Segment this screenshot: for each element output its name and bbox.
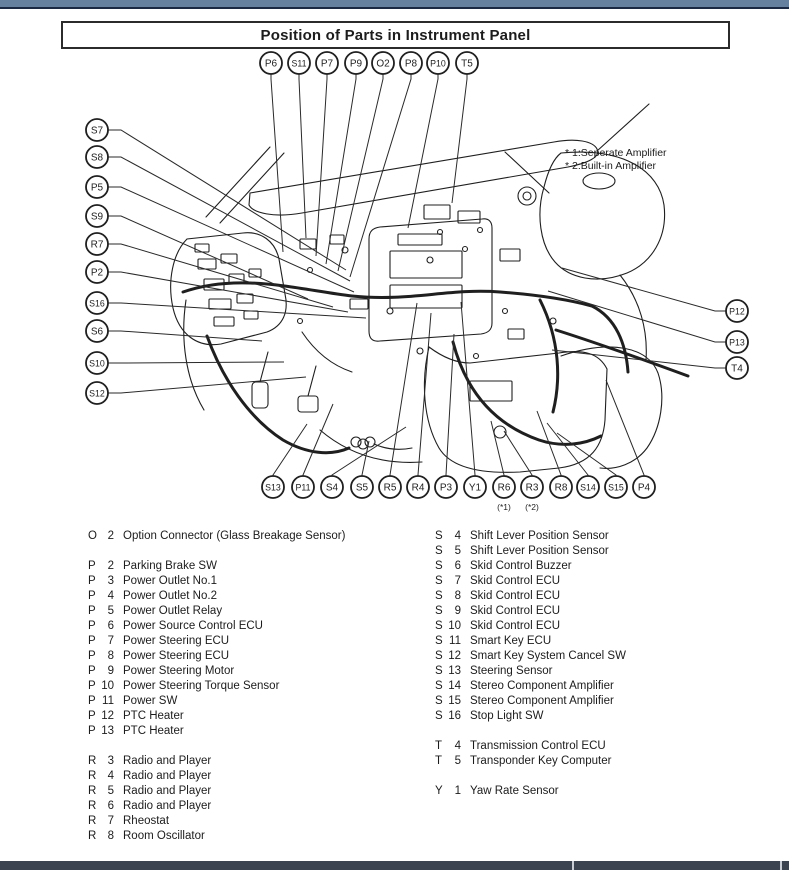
callout-label-P11: P11 <box>295 482 311 493</box>
legend-code-number: 5 <box>107 605 114 617</box>
legend-code-letter: S <box>435 710 443 722</box>
legend-part-name: Transmission Control ECU <box>470 740 606 752</box>
legend-group <box>435 784 765 799</box>
callout-S6 <box>86 320 108 342</box>
legend-part-name: Stereo Component Amplifier <box>470 695 614 707</box>
legend-entry-S6 <box>435 559 765 574</box>
legend-code-number: 14 <box>448 680 461 692</box>
legend-part-name: Parking Brake SW <box>123 560 217 572</box>
legend-group <box>435 739 765 769</box>
legend-part-name: PTC Heater <box>123 725 184 737</box>
legend-code-number: 2 <box>107 560 114 572</box>
callout-S12 <box>86 382 108 404</box>
callout-S10 <box>86 352 108 374</box>
legend-code-number: 4 <box>107 770 114 782</box>
legend-code-letter: S <box>435 695 443 707</box>
legend-entry-T4 <box>435 739 765 754</box>
legend-entry-P5 <box>88 604 418 619</box>
callout-label-R7: R7 <box>90 239 104 251</box>
leader-line-R7 <box>97 244 333 307</box>
callout-label-P13: P13 <box>729 337 745 348</box>
leader-line-R5 <box>390 303 417 487</box>
callout-label-R5: R5 <box>383 482 397 494</box>
legend-code-letter: P <box>88 695 96 707</box>
callout-label-S7: S7 <box>90 125 104 137</box>
callout-label-Y1: Y1 <box>468 482 482 494</box>
callout-P2 <box>86 261 108 283</box>
legend-entry-S14 <box>435 679 765 694</box>
leader-line-O2 <box>338 63 383 271</box>
callout-R6 <box>493 476 515 512</box>
legend-code-number: 13 <box>101 725 114 737</box>
legend-column-right <box>435 529 765 814</box>
callout-label-R6: R6 <box>497 482 511 494</box>
legend-code-letter: P <box>88 680 96 692</box>
legend-part-name: Shift Lever Position Sensor <box>470 545 609 557</box>
instrument-panel-diagram <box>0 50 789 520</box>
legend-part-name: Power Steering ECU <box>123 650 230 662</box>
legend-entry-P2 <box>88 559 418 574</box>
legend-code-letter: S <box>435 560 443 572</box>
callout-label-R4: R4 <box>411 482 425 494</box>
bottom-band-divider <box>780 861 782 870</box>
leader-line-S10 <box>97 362 284 363</box>
legend-entry-S12 <box>435 649 765 664</box>
legend-code-number: 12 <box>101 710 114 722</box>
page-title-text: Position of Parts in Instrument Panel <box>260 26 531 44</box>
legend-part-name: PTC Heater <box>123 710 184 722</box>
legend-part-name: Stop Light SW <box>470 710 544 722</box>
legend-code-number: 5 <box>107 785 114 797</box>
callout-S11 <box>288 52 310 74</box>
legend-entry-P12 <box>88 709 418 724</box>
legend-code-number: 8 <box>454 590 461 602</box>
callout-S5 <box>351 476 373 498</box>
legend-code-number: 11 <box>102 695 114 707</box>
callout-R3 <box>521 476 543 512</box>
legend-code-letter: S <box>435 665 443 677</box>
legend-code-number: 4 <box>454 530 461 542</box>
legend-entry-R5 <box>88 784 418 799</box>
leader-line-S12 <box>97 377 306 393</box>
legend-entry-O2 <box>88 529 418 544</box>
bottom-border-band <box>0 861 789 870</box>
legend-code-letter: P <box>88 710 96 722</box>
legend-part-name: Skid Control ECU <box>470 590 561 602</box>
callout-P5 <box>86 176 108 198</box>
legend-code-letter: R <box>88 830 97 842</box>
legend-entry-S13 <box>435 664 765 679</box>
callout-label-P4: P4 <box>637 482 651 494</box>
legend-code-number: 10 <box>101 680 114 692</box>
legend-part-name: Stereo Component Amplifier <box>470 680 614 692</box>
legend-code-letter: R <box>88 755 97 767</box>
legend-code-letter: P <box>88 620 96 632</box>
legend-part-name: Power Source Control ECU <box>123 620 263 632</box>
callout-note-R6: (*1) <box>497 502 511 512</box>
leader-line-P10 <box>408 63 438 228</box>
legend-part-name: Option Connector (Glass Breakage Sensor) <box>123 530 346 542</box>
legend-code-number: 16 <box>448 710 461 722</box>
callout-label-S13: S13 <box>265 482 281 493</box>
callout-P4 <box>633 476 655 498</box>
legend-code-letter: S <box>435 530 443 542</box>
legend-part-name: Steering Sensor <box>470 665 553 677</box>
callout-S16 <box>86 292 108 314</box>
callout-label-P6: P6 <box>264 58 278 70</box>
legend-code-letter: P <box>88 560 96 572</box>
legend-code-letter: R <box>88 785 97 797</box>
legend-entry-R3 <box>88 754 418 769</box>
legend-part-name: Power Outlet No.1 <box>123 575 217 587</box>
callout-label-S5: S5 <box>355 482 369 494</box>
callout-label-P10: P10 <box>430 58 446 69</box>
legend-code-letter: R <box>88 800 97 812</box>
callout-label-R8: R8 <box>554 482 568 494</box>
callout-label-S11: S11 <box>291 58 307 69</box>
legend-entry-P7 <box>88 634 418 649</box>
legend-entry-R4 <box>88 769 418 784</box>
callout-P8 <box>400 52 422 74</box>
legend-entry-S7 <box>435 574 765 589</box>
callout-label-S12: S12 <box>89 388 105 399</box>
callout-S7 <box>86 119 108 141</box>
callout-P13 <box>726 331 748 353</box>
leader-line-R4 <box>418 313 431 487</box>
legend-part-name: Yaw Rate Sensor <box>470 785 559 797</box>
legend-code-letter: S <box>435 590 443 602</box>
legend-code-number: 1 <box>454 785 461 797</box>
legend-code-number: 11 <box>449 635 461 647</box>
callout-S9 <box>86 205 108 227</box>
legend-part-name: Power Steering Torque Sensor <box>123 680 280 692</box>
callout-Y1 <box>464 476 486 498</box>
legend-code-number: 7 <box>107 815 114 827</box>
legend-code-number: 2 <box>107 530 114 542</box>
legend-code-letter: P <box>88 665 96 677</box>
legend-part-name: Skid Control ECU <box>470 575 561 587</box>
legend-code-letter: P <box>88 575 96 587</box>
note-line-1: * 1:Seperate Amplifier <box>565 147 667 159</box>
callout-label-R3: R3 <box>525 482 539 494</box>
legend-part-name: Room Oscillator <box>123 830 205 842</box>
legend-entry-S10 <box>435 619 765 634</box>
callout-label-P3: P3 <box>439 482 453 494</box>
callout-P10 <box>427 52 449 74</box>
legend-code-number: 4 <box>454 740 461 752</box>
legend-code-number: 5 <box>454 755 461 767</box>
callout-label-T5: T5 <box>461 58 473 70</box>
callout-T4 <box>726 357 748 379</box>
callout-R5 <box>379 476 401 498</box>
legend-code-number: 7 <box>107 635 114 647</box>
callout-O2 <box>372 52 394 74</box>
legend-entry-S8 <box>435 589 765 604</box>
leader-line-Y1 <box>461 302 475 487</box>
amplifier-note <box>565 147 667 173</box>
callout-P7 <box>316 52 338 74</box>
legend-part-name: Power Outlet No.2 <box>123 590 217 602</box>
callout-P9 <box>345 52 367 74</box>
leader-line-P2 <box>97 272 348 312</box>
callout-S14 <box>577 476 599 498</box>
legend-group <box>88 754 418 844</box>
callout-circles <box>86 52 748 512</box>
leader-line-P7 <box>316 63 327 256</box>
callout-P12 <box>726 300 748 322</box>
legend-part-name: Smart Key System Cancel SW <box>470 650 626 662</box>
legend-code-letter: S <box>435 650 443 662</box>
legend-code-letter: P <box>88 725 96 737</box>
legend-part-name: Radio and Player <box>123 755 212 767</box>
callout-P6 <box>260 52 282 74</box>
legend-code-number: 3 <box>107 575 114 587</box>
page-title <box>61 21 730 49</box>
legend-column-left <box>88 529 418 859</box>
legend-entry-S4 <box>435 529 765 544</box>
leader-line-S6 <box>97 331 262 341</box>
legend-code-letter: Y <box>435 785 443 797</box>
callout-S4 <box>321 476 343 498</box>
callout-P3 <box>435 476 457 498</box>
legend-code-letter: S <box>435 620 443 632</box>
legend-part-name: Skid Control ECU <box>470 620 561 632</box>
note-line-2: * 2:Built-in Amplifier <box>565 160 657 172</box>
legend-code-number: 8 <box>107 830 114 842</box>
callout-label-O2: O2 <box>376 58 390 70</box>
callout-T5 <box>456 52 478 74</box>
legend-code-number: 15 <box>448 695 461 707</box>
callout-label-P9: P9 <box>349 58 363 70</box>
legend-entry-Y1 <box>435 784 765 799</box>
legend-code-letter: R <box>88 815 97 827</box>
legend-code-number: 7 <box>454 575 461 587</box>
callout-P11 <box>292 476 314 498</box>
callout-label-T4: T4 <box>731 363 743 375</box>
leader-line-P13 <box>548 291 737 342</box>
legend-group <box>88 559 418 739</box>
legend-part-name: Radio and Player <box>123 770 212 782</box>
legend-entry-P8 <box>88 649 418 664</box>
legend-code-number: 12 <box>448 650 461 662</box>
legend-code-letter: S <box>435 605 443 617</box>
callout-S8 <box>86 146 108 168</box>
callout-S13 <box>262 476 284 498</box>
legend-group <box>435 529 765 724</box>
legend-code-letter: S <box>435 680 443 692</box>
legend-code-number: 4 <box>107 590 114 602</box>
legend-code-letter: S <box>435 635 443 647</box>
callout-note-R3: (*2) <box>525 502 539 512</box>
callout-label-S6: S6 <box>90 326 104 338</box>
callout-R7 <box>86 233 108 255</box>
callout-R4 <box>407 476 429 498</box>
leader-line-P11 <box>303 404 333 487</box>
callout-label-S9: S9 <box>90 211 104 223</box>
legend-part-name: Power Steering Motor <box>123 665 235 677</box>
legend-code-number: 13 <box>448 665 461 677</box>
legend-part-name: Radio and Player <box>123 785 212 797</box>
callout-label-P12: P12 <box>729 306 745 317</box>
callout-R8 <box>550 476 572 498</box>
legend-entry-R8 <box>88 829 418 844</box>
legend-code-letter: S <box>435 575 443 587</box>
legend-code-letter: P <box>88 590 96 602</box>
callout-label-P7: P7 <box>320 58 334 70</box>
legend-code-letter: P <box>88 650 96 662</box>
legend-code-number: 9 <box>107 665 114 677</box>
legend-entry-R6 <box>88 799 418 814</box>
legend-code-letter: O <box>88 530 97 542</box>
legend-entry-P9 <box>88 664 418 679</box>
legend-code-number: 9 <box>454 605 461 617</box>
legend-part-name: Skid Control ECU <box>470 605 561 617</box>
callout-label-P5: P5 <box>90 182 104 194</box>
legend-code-number: 3 <box>107 755 114 767</box>
callout-label-S8: S8 <box>90 152 104 164</box>
legend-code-letter: S <box>435 545 443 557</box>
legend-entry-S9 <box>435 604 765 619</box>
legend-part-name: Smart Key ECU <box>470 635 552 647</box>
bottom-band-divider <box>572 861 574 870</box>
leader-line-S11 <box>299 63 306 238</box>
legend-code-number: 8 <box>107 650 114 662</box>
legend-part-name: Transponder Key Computer <box>470 755 612 767</box>
legend-code-number: 6 <box>454 560 461 572</box>
legend-entry-P10 <box>88 679 418 694</box>
legend-group <box>88 529 418 544</box>
legend-code-letter: P <box>88 605 96 617</box>
callout-label-S4: S4 <box>325 482 339 494</box>
legend-part-name: Rheostat <box>123 815 170 827</box>
leader-line-P3 <box>446 334 454 487</box>
legend-entry-S15 <box>435 694 765 709</box>
legend-code-letter: T <box>435 755 443 767</box>
legend-code-number: 10 <box>448 620 461 632</box>
legend-part-name: Skid Control Buzzer <box>470 560 572 572</box>
leader-line-P4 <box>606 380 644 487</box>
legend-entry-S16 <box>435 709 765 724</box>
callout-label-S10: S10 <box>89 358 105 369</box>
callout-label-S16: S16 <box>89 298 105 309</box>
legend-entry-P13 <box>88 724 418 739</box>
legend-entry-R7 <box>88 814 418 829</box>
legend-entry-P4 <box>88 589 418 604</box>
legend-code-number: 6 <box>107 620 114 632</box>
legend-entry-P3 <box>88 574 418 589</box>
leader-line-P6 <box>271 63 283 252</box>
leader-line-T5 <box>452 63 467 203</box>
legend-code-number: 6 <box>107 800 114 812</box>
legend-entry-T5 <box>435 754 765 769</box>
legend-code-letter: P <box>88 635 96 647</box>
callout-label-S14: S14 <box>580 482 596 493</box>
legend-entry-P6 <box>88 619 418 634</box>
callout-S15 <box>605 476 627 498</box>
legend-part-name: Shift Lever Position Sensor <box>470 530 609 542</box>
legend-part-name: Radio and Player <box>123 800 212 812</box>
legend-entry-P11 <box>88 694 418 709</box>
leader-line-R8 <box>537 411 561 487</box>
callout-label-S15: S15 <box>608 482 624 493</box>
legend-part-name: Power Steering ECU <box>123 635 230 647</box>
callout-label-P8: P8 <box>404 58 418 70</box>
legend-code-letter: T <box>435 740 443 752</box>
legend-code-letter: R <box>88 770 97 782</box>
legend-entry-S5 <box>435 544 765 559</box>
callout-label-P2: P2 <box>90 267 104 279</box>
top-border-band <box>0 0 789 9</box>
callout-leader-lines <box>97 63 737 487</box>
legend-part-name: Power SW <box>123 695 178 707</box>
legend-code-number: 5 <box>454 545 461 557</box>
legend-entry-S11 <box>435 634 765 649</box>
leader-line-P9 <box>326 63 356 264</box>
legend-part-name: Power Outlet Relay <box>123 605 223 617</box>
